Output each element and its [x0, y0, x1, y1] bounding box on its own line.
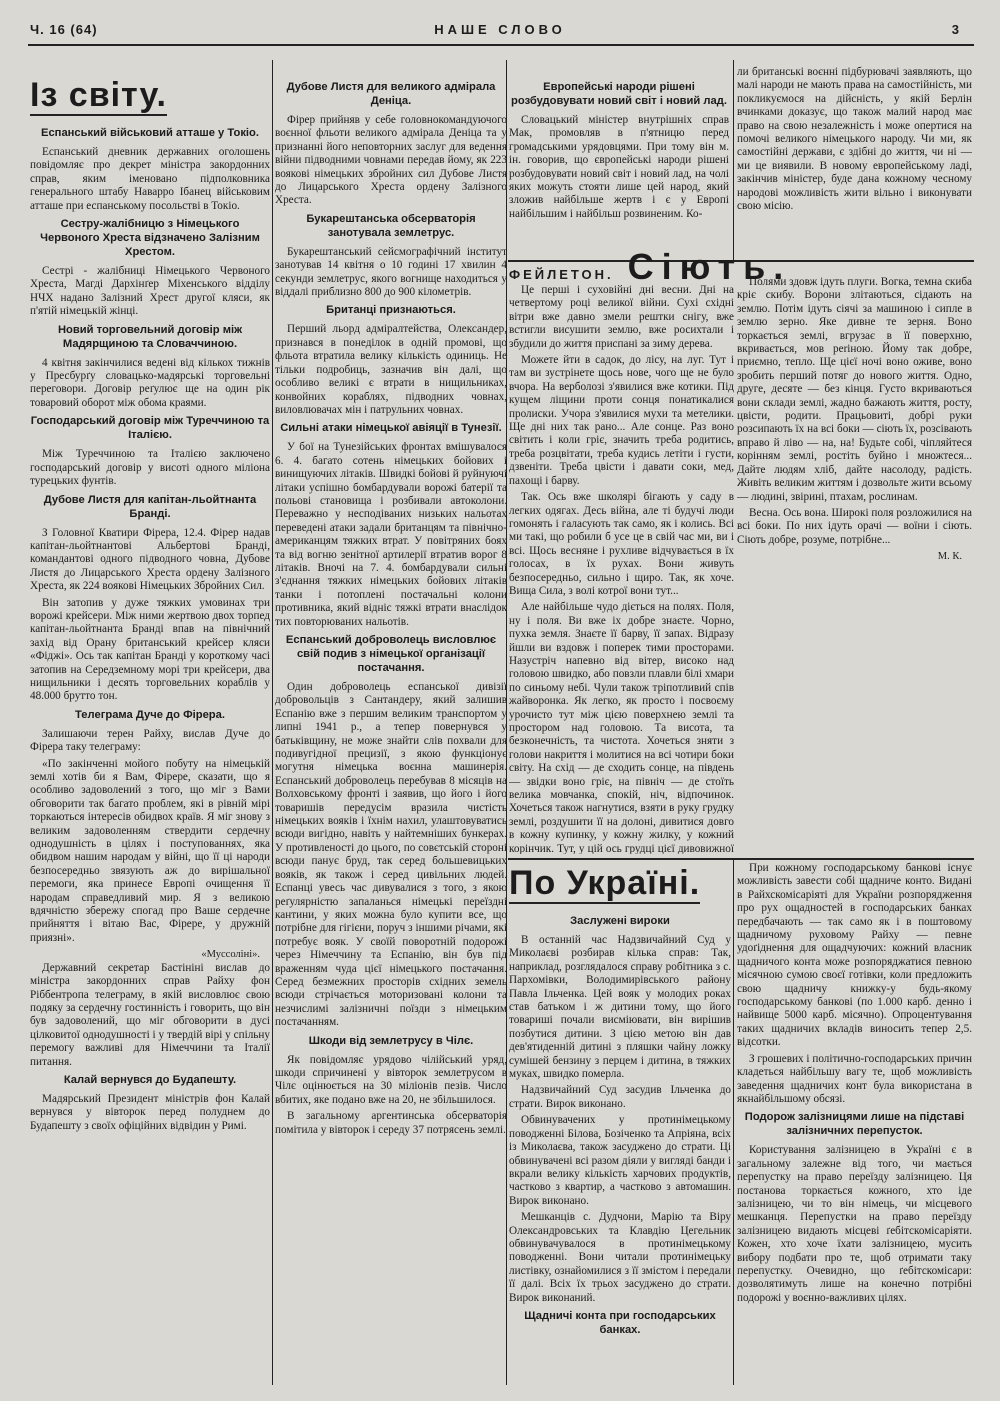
article-text: Словацький міністер внутрішніх справ Мак, промовляв в п'ятницю перед громадськими урядовцями. При тому він м. ін. говорив, що європейські народи рішені розбудовувати новий світ і новий лад, на чолі яких можуть стояти лише цей народ, який зложив найбільше жертв і є у Европі найбільшим і найбільш розвиненим. Ко- [509, 114, 729, 220]
article-text: Перший льорд адміралтейства, Олександер, признався в понеділок в одній промові, що фльота втратила велику кількість одиниць. Не тільки подробиць, зазначив він далі, що особливо великі є втрати в нищильниках, конвойних кораблях, підводних човнах, виловлювачах мін і патрульних човнах. [275, 323, 507, 416]
ukraine-rule [508, 858, 974, 860]
column-divider [733, 60, 734, 260]
column-europe-article [509, 76, 729, 256]
article-text: Користування залізницею в Україні є в загальному залежне від того, чи мається перепустку на право переїзду залізницею. Ця постанова торкається кожного, хто іде залізницею, чи то він німець, чи місцевого мешканця. Перепустки на право переїзду залізницею видають місцеві ґебітскомісаріяти. Кожен, хто хоче їхати залізницею, мусить вибору подбати про те, щоб отримати таку перепустку. Очевидно, що ґебітскомісари: дозволятимуть лише на конечно потрібні подорожі у воєнно-важливих цілях. [737, 1144, 972, 1304]
article-text: ли британські воєнні підбурювачі заявляють, що малі народи не мають права на самостійність, ми покликуємося на дійсність, у якій Берлін вчинками доказує, що також малий народ має право на свою незалежність і може опертися на помочі великого німецького народу. Чи ми, як самостійні держави, є здібні до життя, чи ні — ми це виявили. В новому европейському ладі, закінчив міністер, буде дана кожному чесному народові можливість жити вільно і виконувати свою місію. [737, 66, 972, 213]
article-title: Телеграма Дуче до Фірера. [75, 708, 225, 721]
article-title: Калай вернувся до Будапешту. [63, 1073, 237, 1086]
article-title: Еспанський військовий атташе у Токіо. [41, 127, 259, 139]
article-text: З грошевих і політично-господарських причин кладеться найбільшу вагу те, щоб можливість заведення щадничих конт була використана в якнайбільшому обсязі. [737, 1052, 972, 1105]
article-text: Як повідомляє урядово чілійський уряд, шкоди спричинені у вівторок землетрусом в Чілє оцінюється на 30 міліонів пезів. Число вбитих, яке подано вже на 20, не збільшилося. [275, 1053, 507, 1106]
article-title: Европейські народи рішені розбудовувати новий світ і новий лад. [511, 81, 727, 107]
column-world-news [30, 76, 270, 1386]
column-ukraine-left [509, 910, 731, 1388]
article-text: В загальному аргентинська обсерваторія помітила у вівторок і середу 37 потрясень землі. [275, 1110, 507, 1136]
column-news-2 [275, 76, 507, 1386]
feuilleton-text-right [737, 276, 972, 854]
column-divider [272, 60, 273, 1385]
feuilleton-paragraph: Весна. Ось вона. Широкі поля розложилися на всі боки. По них ідуть орачі — воїни і сіють. Сіють добре, розуме, потрібне... [737, 506, 972, 546]
article-text: Обвинувачених у протинімецькому поводженні Білова, Бозіченко та Апріяна, всіх із Миколаєва, також засуджено до страти. Ці обвинувачені всі разом діяли у вигляді банди і вкрали велику кількість харчових продуктів, частково з квартир, а частково з автомашин. Вирок виконано. [509, 1114, 731, 1207]
article-text: Мадярський Президент міністрів фон Калай вернувся у вівторок перед полуднем до Будапешту з своїх офіційних відвідин у Римі. [30, 1092, 270, 1132]
article-text: Сестрі - жалібниці Німецького Червоного Хреста, Магді Дархінґер Міхенського відділу НЧХ надано Залізний Хрест другої кляси, як п'ятій німецькій жінці. [30, 265, 270, 318]
article-title: Дубове Листя для великого адмірала Деніца. [286, 81, 496, 107]
page-number: 3 [951, 22, 960, 37]
article-title: Подорож залізницями лише на підставі залізничних перепусток. [744, 1111, 965, 1138]
article-title: Сестру-жалібницю з Німецького Червоного Хреста відзначено Залізним Хрестом. [40, 218, 260, 259]
article-text: В останній час Надзвичайний Суд у Миколаєві розбирав кілька справ: Так, наприклад, розглядалося справу робітника з с. Пархомівки, Володимирівського району Павла Ільченка. Цей вояк у молодих роках став батьком і ж дитини тому, що його товариші почали висміювати, він вирішив позбутися дитини. З цією метою він дав дев'ятиденній дитині з пляшки чайну ложку сумішей бензину з перцем і дитина, в тяжких муках, швидко померла. [509, 934, 731, 1081]
article-text: З Головної Кватири Фірера, 12.4. Фірер надав капітан-льойтнантові Альбертові Бранді, командантові одного підводного човна, Дубове Листя до Лицарського Хреста ордену Залізного Хреста, як 224 воякові Німецьких Збройних Сил. [30, 526, 270, 593]
feuilleton-paragraph: Полями здовж ідуть плуги. Вогка, темна скиба кріє скибу. Ворони злітаються, сідають на землю. Потім ідуть сіячі за машиною і сипле в землю зерно. Яке дивне те зерня. Воно торкається землі, вгрузає в її поверхню, вкривається, мов periною. Йому так добре, приємно, тепло. Ще цієї ночі воно оживе, воно зробить перший потяг до нового життя. Одно, друге, десяте — без кінця. Густо вкриваються вони склади землі, жадно бажають життя, росту, цвісти, родити. Працьовиті, добрі руки розсипають їх на всі боки — сіють їх, розсівають вправо й ліво — на, на! Будьте собі, чіпляйтеся корінням землі, ростіть буйно і множтеся... Дайте людям хліб, дайте насолоду, радість. Живіть великим життям і дозвольте жити всьому — людині, звірині, птахам, рослинам. [737, 276, 972, 503]
article-title: Господарський договір між Туреччиною та Італією. [30, 415, 270, 442]
feuilleton-paragraph: Можете йти в садок, до лісу, на луг. Тут і там ви зустрінете щось нове, чого ще не було вчора. На верболозі з'явилися вже котики. Під кущем ліщини проти сонця понатикалися пролиски. Учора з'явилися мухи та метелики. Ще дні них так рано... Але сонце. Раз воно світить і коли гріє, значить треба родитись, треба розцвітати, треба кудись летіти і густи, дзвеніти. Треба цвісти і давати соки, мед, пахощі і барву. [509, 354, 734, 487]
article-title: Шкоди від землетрусу в Чілє. [308, 1034, 474, 1047]
header-rule [28, 44, 974, 46]
column-europe-article-cont [737, 66, 972, 262]
article-text: Надзвичайний Суд засудив Ільченка до страти. Вирок виконано. [509, 1084, 731, 1110]
column-divider [733, 860, 734, 1385]
feuilleton-paragraph: Це перші і суховійні дні весни. Дні на четвертому році великої війни. Сухі східні вітри вже давно змели рештки снігу, вже встигли висушити землю, вже росихтали і збудили до життя приспані за зиму дерева. [509, 284, 734, 350]
feuilleton-paragraph: Але найбільше чудо діється на полях. Поля, ну і поля. Ви вже іх добре знаєте. Чорно, пухка земля. Знаєте її барву, її запах. Відразу йшли ви вздовж і поперек тими просторами. Назустріч напевно від вітер, високо над головою швидко, або повзли плавли білі хмари по синьому небі. Чули також тріпотливий спів жайворонка. Як легко, як просто і посвоєму урочисто тут між цією поверхнею землі та простором над головою. Та висота, та безконечність, та чистота. Хочеться зняти з голови накриття і молитися на всі чотири боки світу. На схід — де сходить сонце, на південь — звідки воно гріє, на північ — де стоїть велика мовчанка, спокій, ніч, відпочинок. Хочеться також нагнутися, взяти в руку грудку землі, роздушити її на долоні, дивитися довго в кожну купинку, у кожну жилку, у кожний корінчик. Тут, у цій ось грудці цієї дивовижної [509, 601, 734, 854]
section-title-ukraine: По Україні. [509, 864, 701, 902]
feuilleton-signature: М. К. [937, 551, 962, 563]
article-text: Між Туреччиною та Італією заключено господарський договір у висоті одного міліона турецьких фунтів. [30, 448, 270, 488]
article-title: Еспанський доброволець висловлює свій подив з німецької організації постачання. [285, 634, 497, 674]
article-title: Новий торговельний договір між Мадярщиною та Словаччиною. [57, 323, 243, 350]
feuilleton-text-left [509, 284, 734, 854]
article-title: Дубове Листя для капітан-льойтнанта Бранді. [43, 493, 257, 520]
article-title: Сильні атаки німецької авіяції в Тунезії. [280, 422, 502, 435]
article-title: Букарештанська обсерваторія занотувала землетрус. [306, 212, 476, 239]
article-text: «По закінченні мойого побуту на німецькій землі хотів би я Вам, Фірере, сказати, що я особливо задоволений з того, що міг з Вами обговорити так багато проблем, які в рівній мірі торкаються інтересів обидвох країв. Я міг знову з великим задоволенням ствердити сердечну однодушність в цілях і поступованнях, яка обидвом нашим народам у війні, що її ці народи безпосередньо звязують аж до вирішальної перемоги, яка принесе Европі очищення її народам справедливий мир. Я з великою вдячністю збережу спогад про Ваше сердечне прийняття і вітаю Вас, Фірере, у дружній приязні». [30, 757, 270, 944]
article-text: Він затопив у дуже тяжких умовинах три ворожі крейсери. Між ними жертвою двох торпед капітан-льойтнанта Бранді впав на північний захід від Орану британський крейсер кляси «Фіджі». Ось так капітан Бранді у короткому часі затопив на Середземному морі три крейсери, два нищильники і десять торговельних кораблів у 48.000 брутто тон. [30, 596, 270, 703]
article-text: При кожному господарському банкові існує можливість завести собі щадниче конто. Видані в Райхскомісаріяті для України розпорядження про рух ощадностей в господарських банках передбачають — так само як і в поштовому щадничому руховому Райху — певне удоґіднення для ощадчуючих: кожний власник щадничого конта може розпоряджатися певною місячною сумою своєї готівки, коли предложить свою щадничу книжку-у будь-якому господарському банкові (по 1.000 карб. денно і найвище 5000 карб. місячно). Опроцентування таких щадничих вкладів виносить тепер 2,5. відсотки. [737, 862, 972, 1049]
article-title: Британці признаються. [326, 304, 456, 317]
feuilleton-paragraph: Так. Ось вже школярі бігають у саду в легких одягах. Десь війна, але ті будучі люди гомонять і галасують так само, як і колись. Всі ми такі, що робили б усе це в свій час ми, ви і всі. Щось весняне і рухливе відчувається в їх голосах, в їх рухах. Вони живуть безпосередньо, сильно і щиро. Так, як хоче. Вища Сила, з волі котрої вони тут... [509, 491, 734, 597]
article-text: Мешканців с. Дудчони, Марію та Віру Олександровських та Клавдію Цегельник обвинувачувалося в протинімецькому поводженні. Вони читали протинімецьку листівку, ознайомилися з її змістом і передали її далі. Всіх їх трьох засуджено до страти. Вирок виконаний. [509, 1211, 731, 1304]
article-text: Еспанський дневник державних оголошень повідомляє про декрет міністра закордонних справ, яким іменовано підполковника генерального штабу Наварро Ібанец військовим атташе при еспанському посольстві в Токіо. [30, 146, 270, 212]
telegram-signature: «Муссоліні». [201, 949, 260, 961]
article-title: Заслужені вироки [570, 915, 670, 927]
masthead: НАШЕ СЛОВО [434, 22, 566, 37]
article-title: Щадничі конта при господарських банках. [524, 1309, 716, 1336]
ukraine-heading [509, 864, 729, 908]
section-title-world: Із світу. [30, 76, 167, 114]
article-text: У бої на Тунезійських фронтах вмішувалося 6. 4. багато сотень німецьких бойових і винищуючих літаків. Швидкі бойові й руйнуючі літаки успішно бомбардували ворожі батерії та польові становища і розбивали автоколони. Переважно у несподіваних низьких нальотах переведені атаки задали британцям та північно-американцям тяжких втрат. У повітряних боях та від вогню зенітної артилерії втратив ворог 8 літаків. Вночі на 7. 4. бомбардували сильні з'єднання тяжких німецьких бойових літаків танки і потоплені постачальні колони противника, який відніс тяжкі втрати внаслідок тих повторюваних нальотів. [275, 441, 507, 628]
article-text: Один доброволець еспанської дивізії добровольців з Сантандеру, який залишив Еспанію вже з першим великим транспортом у липні 1941 р., а тепер повернувся у батьківщину, не може знайти слів похвали для подивугідної прецизії, з якою функціонує могутня німецька воєнна машинерія. Еспанський доброволець перебував 8 місяців на Волховському фронті і заявив, що його і його товаришів передусім вразила чистість німецьких вояків і їхнім нахил, улаштовуватись всюди вигідно, навіть у найтемніших бункерах. У противленості до цього, по совєтській стороні всюди панує бруд, так серед большевицьких вояків, як також і серед цивільних людей. Еспанці увесь час дивувалися з того, з якою реґулярністю запаланься німецькі переїздні кантини, у яких можна було купити все, що потрібне для гігієни, поруч з іншими річами, які потребує вояк. У своїй поворотній подорожі через Німеччину та Еспанію, він був під враженням чуда цієї німецького постачання. Серед безмежних просторів східних земель всюди стрічається моторизовані колони та незчислимі залізничні поїзди з німецьким постачанням. [275, 681, 507, 1029]
column-ukraine-right [737, 862, 972, 1388]
feuilleton-title: Сіють. [627, 246, 792, 287]
article-text: Букарештанський сейсмографічний інститут занотував 14 квітня о 10 годині 17 хвилин 4 секунди землетрус, якого вогнище находиться у віддалі приблизно 800 до 900 кілометрів. [275, 245, 507, 299]
feuilleton-label: ФЕЙЛЕТОН. [509, 267, 614, 282]
article-text: Фірер прийняв у себе головнокомандуючого воєнної фльоти великого адмірала Деніца та у признанні його неповторних заслуг для ведення війни підводними човнами передав йому, як 223 воякові німецьких збройних сил Дубове Листя до Лицарського Хреста ордену Залізного Хреста. [275, 114, 507, 207]
issue-number: Ч. 16 (64) [30, 22, 98, 37]
article-text: 4 квітня закінчилися ведені від кількох тижнів у Пресбурґу словацько-мадярські торговельні переговори. Договір реґулює ще на один рік товаровий оборот між обома краями. [30, 356, 270, 409]
article-text: Державний секретар Бастініні вислав до міністра закордонних справ Райху фон Ріббентропа телеграму, в якій висловлює свою подяку за сердечну гостинність і говорить, що він був задоволений, що міг обговорити в дусі цілковитої однодушності і у твердій вірі у спільну перемогу важливі для Німеччини та Італії питання. [30, 961, 270, 1068]
article-text: Залишаючи терен Райху, вислав Дуче до Фірера таку телеграму: [30, 727, 270, 754]
